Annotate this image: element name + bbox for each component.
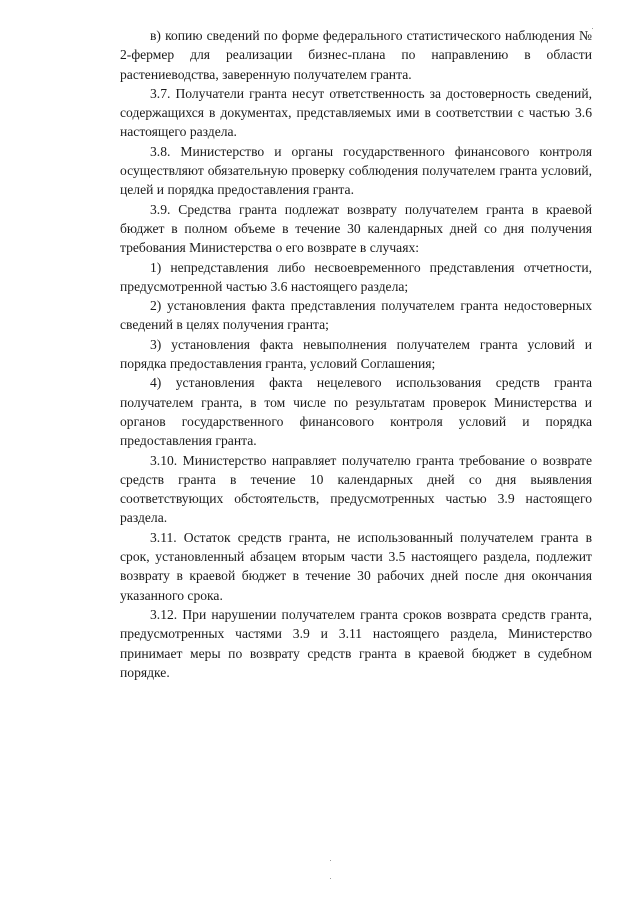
paragraph-3-7: 3.7. Получатели гранта несут ответственность за достоверность сведений, содержащихся в документах, представляемых ими в соответствии с частью 3.6 настоящего раздела. xyxy=(120,85,592,140)
paragraph-3-9-item-2: 2) установления факта представления получателем гранта недостоверных сведений в целях получения гранта; xyxy=(120,298,592,333)
paragraph-3-12: 3.12. При нарушении получателем гранта сроков возврата средств гранта, предусмотренных частями 3.9 и 3.11 настоящего раздела, Министерство принимает меры по возврату средств гранта в краевой бюджет в судебном порядке. xyxy=(120,606,592,680)
paragraph-3-9: 3.9. Средства гранта подлежат возврату получателем гранта в краевой бюджет в полном объеме в течение 30 календарных дней со дня получения требования Министерства о его возврате в случаях: xyxy=(120,201,592,256)
paragraph-3-9-item-1: 1) непредставления либо несвоевременного представления отчетности, предусмотренной частью 3.6 настоящего раздела; xyxy=(120,259,592,294)
paragraph-3-9-item-4: 4) установления факта нецелевого использования средств гранта получателем гранта, в том числе по результатам проверок Министерства и органов государственного финансового контроля условий и порядка предоставления гранта. xyxy=(120,375,592,449)
paragraph-3-11: 3.11. Остаток средств гранта, не использованный получателем гранта в срок, установленный абзацем вторым части 3.5 настоящего раздела, подлежит возврату в краевой бюджет в течение 30 рабочих дней после дня окончания указанного срока. xyxy=(120,529,592,603)
scan-speck xyxy=(330,878,331,879)
paragraph-3-8: 3.8. Министерство и органы государственного финансового контроля осуществляют обязательную проверку соблюдения получателем гранта условий, целей и порядка предоставления гранта. xyxy=(120,143,592,198)
document-body xyxy=(120,26,592,682)
scan-speck xyxy=(592,28,593,29)
paragraph-3-10: 3.10. Министерство направляет получателю гранта требование о возврате средств гранта в течение 10 календарных дней со дня выявления соответствующих обстоятельств, предусмотренных частью 3.9 настоящего раздела. xyxy=(120,452,592,526)
paragraph-3-9-item-3: 3) установления факта невыполнения получателем гранта условий и порядка предоставления гранта, условий Соглашения; xyxy=(120,336,592,372)
scan-speck xyxy=(330,860,331,861)
paragraph-item-v: в) копию сведений по форме федерального статистического наблюдения № 2-фермер для реализации бизнес-плана по направлению в области растениеводства, заверенную получателем гранта. xyxy=(120,28,592,82)
